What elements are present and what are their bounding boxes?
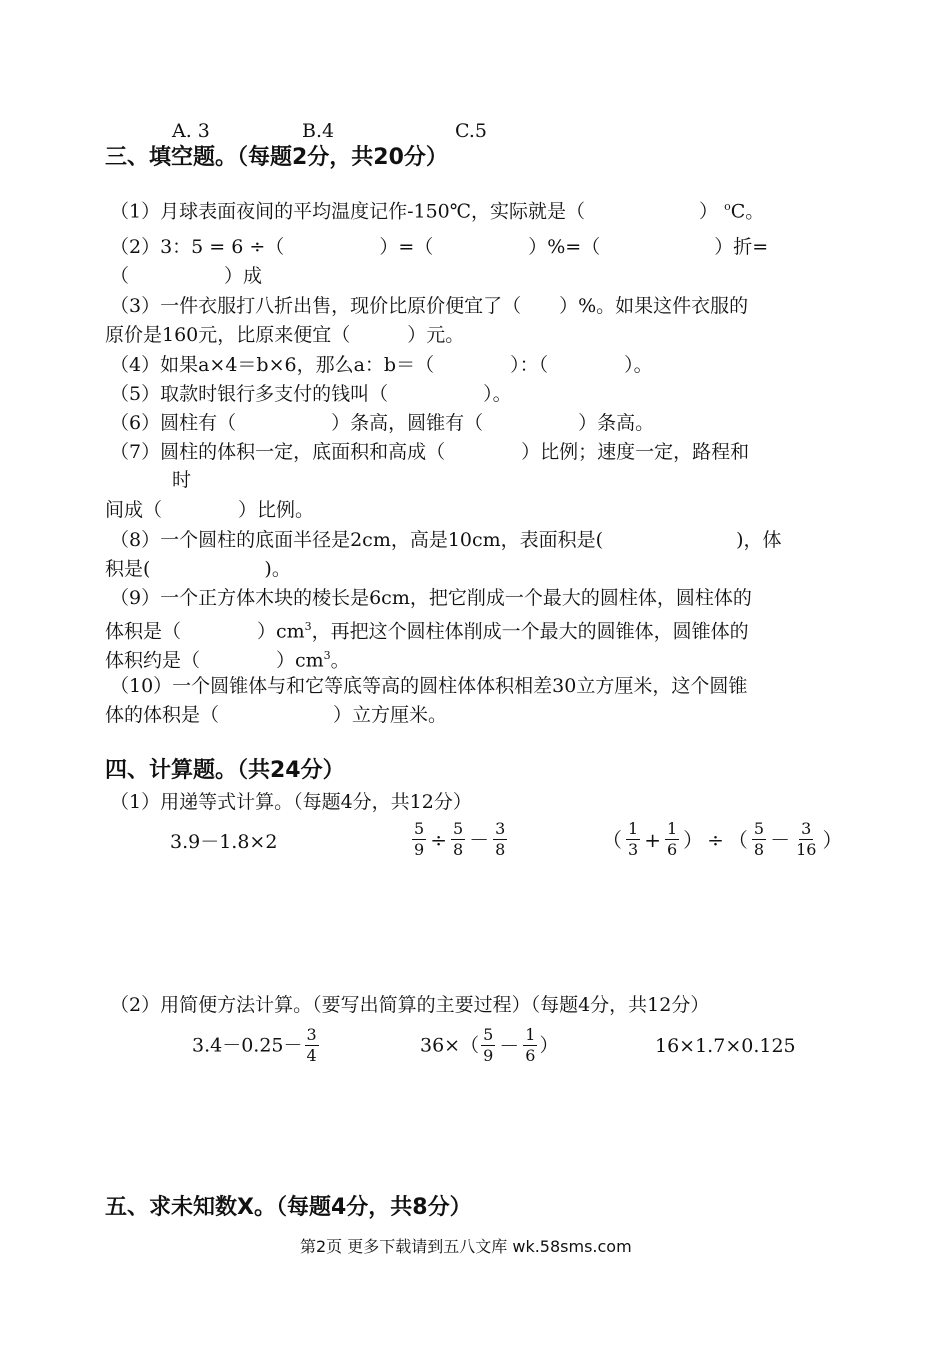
q1	[110, 195, 764, 223]
q1-text: （1）月球表面夜间的平均温度记作-150℃，实际就是（ ）	[110, 200, 719, 223]
expr-1: 3.9－1.8×2	[170, 831, 278, 853]
section4-sub2: （2）用简便方法计算。（要写出简算的主要过程）（每题4分，共12分）	[110, 994, 710, 1016]
expr-5	[420, 1026, 559, 1065]
q8-line1: （8）一个圆柱的底面半径是2cm，高是10cm，表面积是( )，体	[110, 529, 782, 551]
expr5-rparen: ）	[539, 1034, 559, 1057]
q9-line3	[105, 644, 350, 672]
expr3-lparen2: （	[727, 827, 748, 852]
expr3-frac3: $\frac{5}{8}$	[753, 819, 765, 859]
q10-line2: 体的体积是（ ）立方厘米。	[105, 704, 448, 726]
expr2-frac2: $\frac{5}{8}$	[452, 819, 464, 859]
expr-3	[600, 820, 844, 859]
expr5-op: －	[499, 1033, 520, 1058]
q9-line2	[105, 615, 749, 643]
expr3-rparen2: ）	[822, 827, 843, 852]
expr2-op1: ÷	[430, 827, 447, 852]
q9-line3-part2: 。	[330, 649, 350, 672]
expr-2	[410, 820, 509, 859]
q2-line1: （2）3：5 = 6 ÷（ ）=（ ）%=（ ）折=	[110, 236, 769, 258]
q7-line1b: 时	[172, 469, 192, 491]
q9-line2-part2: ，再把这个圆柱体削成一个最大的圆锥体，圆锥体的	[311, 620, 749, 643]
expr5-frac1: $\frac{5}{9}$	[483, 1025, 494, 1065]
expr3-frac1: $\frac{1}{3}$	[628, 819, 639, 859]
expr-6: 16×1.7×0.125	[655, 1035, 796, 1057]
q5: （5）取款时银行多支付的钱叫（ ）。	[110, 383, 512, 405]
q7-line2: 间成（ ）比例。	[105, 499, 315, 521]
expr5-frac2: $\frac{1}{6}$	[525, 1025, 536, 1065]
page-footer: 第2页 更多下载请到五八文库 wk.58sms.com	[300, 1237, 632, 1256]
expr4-frac: $\frac{3}{4}$	[306, 1025, 317, 1065]
q2-line2: （ ）成	[110, 265, 263, 287]
expr3-div: ÷	[707, 827, 724, 852]
q4: （4）如果a×4＝b×6，那么a：b＝（ ）：（ ）。	[110, 354, 653, 376]
q1-unit: C。	[730, 200, 765, 223]
expr3-op2: －	[770, 827, 791, 852]
expr3-frac2: $\frac{1}{6}$	[666, 819, 678, 859]
q10-line1: （10）一个圆锥体与和它等底等高的圆柱体体积相差30立方厘米，这个圆锥	[110, 675, 748, 697]
q9-line2-part1: 体积是（ ）cm	[105, 620, 305, 643]
section3-title: 三、填空题。（每题2分，共20分）	[105, 145, 448, 170]
q9-line1: （9）一个正方体木块的棱长是6cm，把它削成一个最大的圆柱体，圆柱体的	[110, 587, 752, 609]
choice-b: B.4	[302, 120, 335, 142]
choice-a: A. 3	[172, 120, 210, 142]
expr3-op1: +	[644, 827, 661, 852]
expr2-frac3: $\frac{3}{8}$	[495, 819, 506, 859]
expr2-op2: －	[469, 827, 490, 852]
expr3-rparen1: ）	[683, 827, 704, 852]
q9-cube-sup: 3	[304, 620, 312, 633]
section4-sub1: （1）用递等式计算。（每题4分，共12分）	[110, 791, 472, 813]
expr-4	[192, 1026, 321, 1065]
q9-cube-sup-2: 3	[323, 649, 331, 662]
expr3-lparen1: （	[602, 827, 622, 852]
q9-line3-part1: 体积约是（ ）cm	[105, 649, 324, 672]
q3-line2: 原价是160元，比原来便宜（ ）元。	[105, 324, 465, 346]
q7-line1: （7）圆柱的体积一定，底面积和高成（ ）比例；速度一定，路程和	[110, 441, 750, 463]
expr3-frac4: $\frac{3}{16}$	[796, 819, 817, 859]
choice-c: C.5	[455, 120, 487, 142]
q6: （6）圆柱有（ ）条高，圆锥有（ ）条高。	[110, 412, 655, 434]
section5-title: 五、求未知数X。（每题4分，共8分）	[105, 1195, 472, 1220]
expr4-text: 3.4－0.25－	[192, 1034, 303, 1057]
section4-title: 四、计算题。（共24分）	[105, 758, 345, 783]
expr5-text: 36×（	[420, 1034, 480, 1057]
q1-degree: o	[724, 200, 731, 213]
q3-line1: （3）一件衣服打八折出售，现价比原价便宜了（ ）%。如果这件衣服的	[110, 295, 749, 317]
q8-line2: 积是( )。	[105, 558, 291, 580]
expr2-frac1: $\frac{5}{9}$	[414, 819, 425, 859]
